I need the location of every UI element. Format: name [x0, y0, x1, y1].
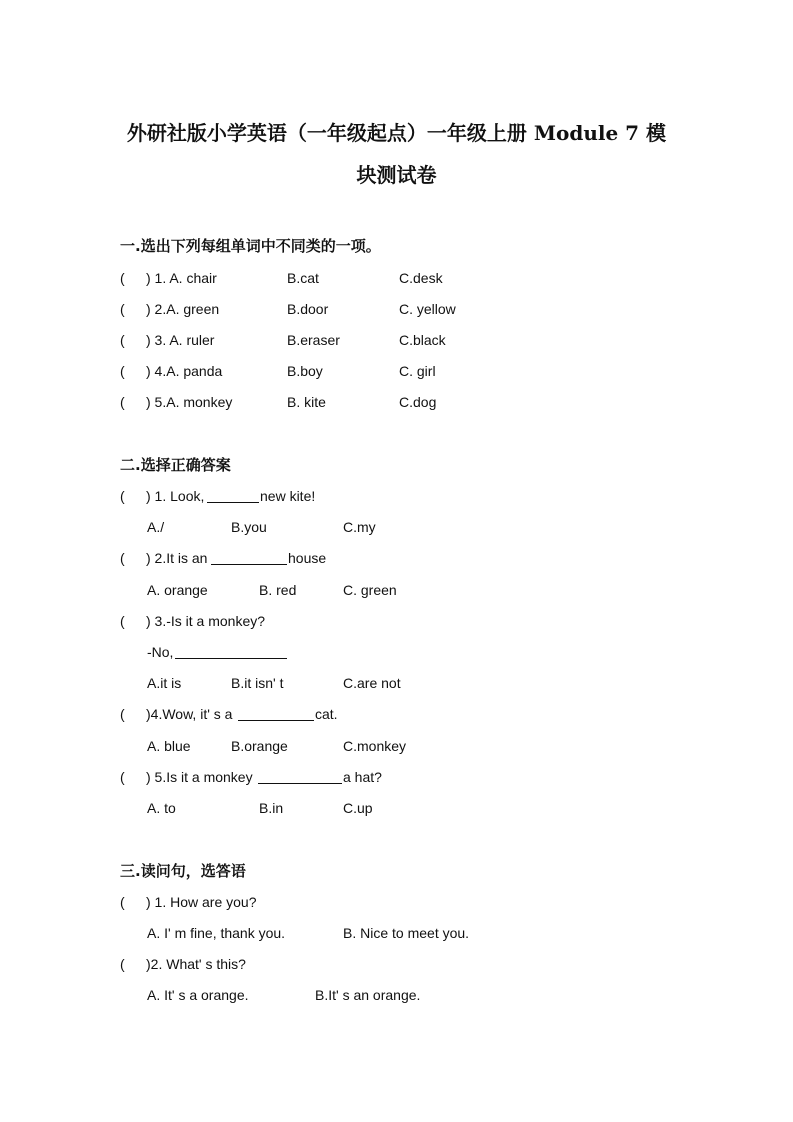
s2-question-5-options [0, 798, 793, 818]
section-2-heading: 二.选择正确答案 [120, 456, 231, 474]
s2-question-4 [0, 704, 793, 724]
s3-question-2-options [0, 985, 793, 1005]
option-c: C.my [343, 519, 376, 535]
option-c: C.black [399, 332, 446, 348]
option-b: B.cat [287, 270, 319, 286]
option-b: B.eraser [287, 332, 340, 348]
s2-question-1-options [0, 517, 793, 537]
option-c: C.are not [343, 675, 401, 691]
answer-blank[interactable] [258, 769, 342, 784]
answer-paren: ( [120, 706, 125, 722]
option-c: C. green [343, 582, 397, 598]
question-stem: ) 3. A. ruler [146, 332, 215, 348]
question-stem-before: ) 5.Is it a monkey [146, 769, 253, 785]
option-c: C. yellow [399, 301, 456, 317]
answer-paren: ( [120, 488, 125, 504]
option-a: A. to [147, 800, 176, 816]
question-stem-after: cat. [315, 706, 338, 722]
option-b: B.orange [231, 738, 288, 754]
option-c: C.monkey [343, 738, 407, 754]
reply-stem: -No, [147, 644, 174, 660]
answer-paren: ( [120, 550, 125, 566]
option-c: C.up [343, 800, 373, 816]
s2-question-3 [0, 611, 793, 631]
answer-paren: ( [120, 613, 125, 629]
s2-question-4-options [0, 736, 793, 756]
option-c: C. girl [399, 363, 436, 379]
option-a: A. orange [147, 582, 208, 598]
option-a: A. I' m fine, thank you. [147, 925, 286, 941]
option-b: B. kite [287, 394, 326, 410]
option-b: B.it isn' t [231, 675, 284, 691]
s1-question-2 [0, 299, 793, 319]
option-b: B.door [287, 301, 329, 317]
question-stem-after: a hat? [343, 769, 382, 785]
option-b: B.boy [287, 363, 323, 379]
s1-question-3 [0, 330, 793, 350]
option-b: B.in [259, 800, 284, 816]
option-b: B.you [231, 519, 267, 535]
question-stem: )2. What' s this? [146, 956, 246, 972]
answer-paren: ( [120, 270, 125, 286]
s2-question-2 [0, 548, 793, 568]
section-3-heading: 三.读问句，选答语 [120, 862, 246, 880]
question-stem-before: ) 2.It is an [146, 550, 208, 566]
question-stem: ) 1. A. chair [146, 270, 217, 286]
question-stem: ) 1. How are you? [146, 894, 257, 910]
answer-paren: ( [120, 332, 125, 348]
question-stem: ) 2.A. green [146, 301, 220, 317]
answer-blank[interactable] [175, 644, 287, 659]
answer-paren: ( [120, 301, 125, 317]
question-stem-before: ) 1. Look, [146, 488, 205, 504]
option-a: A.it is [147, 675, 182, 691]
s2-question-3-options [0, 673, 793, 693]
question-stem-after: house [288, 550, 327, 566]
s1-question-4 [0, 361, 793, 381]
answer-paren: ( [120, 394, 125, 410]
s1-question-1 [0, 268, 793, 288]
s3-question-1-options [0, 923, 793, 943]
s1-question-5 [0, 392, 793, 412]
option-b: B.It' s an orange. [315, 987, 421, 1003]
answer-blank[interactable] [211, 550, 287, 565]
answer-blank[interactable] [207, 488, 259, 503]
option-b: B. red [259, 582, 297, 598]
answer-paren: ( [120, 363, 125, 379]
page-title-line-2: 块测试卷 [356, 163, 437, 187]
answer-paren: ( [120, 769, 125, 785]
answer-paren: ( [120, 894, 125, 910]
option-c: C.desk [399, 270, 443, 286]
option-a: A. blue [147, 738, 191, 754]
s3-question-1 [0, 892, 793, 912]
question-stem: ) 3.-Is it a monkey? [146, 613, 266, 629]
question-stem-after: new kite! [260, 488, 316, 504]
section-1-heading: 一.选出下列每组单词中不同类的一项。 [120, 237, 381, 255]
s2-question-5 [0, 767, 793, 787]
question-stem-before: )4.Wow, it' s a [146, 706, 233, 722]
answer-paren: ( [120, 956, 125, 972]
page-title-line-1: 外研社版小学英语（一年级起点）一年级上册 Module 7 模 [126, 121, 667, 145]
option-a: A. It' s a orange. [147, 987, 249, 1003]
s3-question-2 [0, 954, 793, 974]
s2-question-1 [0, 486, 793, 506]
option-c: C.dog [399, 394, 437, 410]
option-b: B. Nice to meet you. [343, 925, 470, 941]
question-stem: ) 5.A. monkey [146, 394, 233, 410]
answer-blank[interactable] [238, 706, 314, 721]
s2-question-2-options [0, 580, 793, 600]
question-stem: ) 4.A. panda [146, 363, 223, 379]
s2-question-3-reply [0, 642, 793, 662]
option-a: A./ [147, 519, 165, 535]
